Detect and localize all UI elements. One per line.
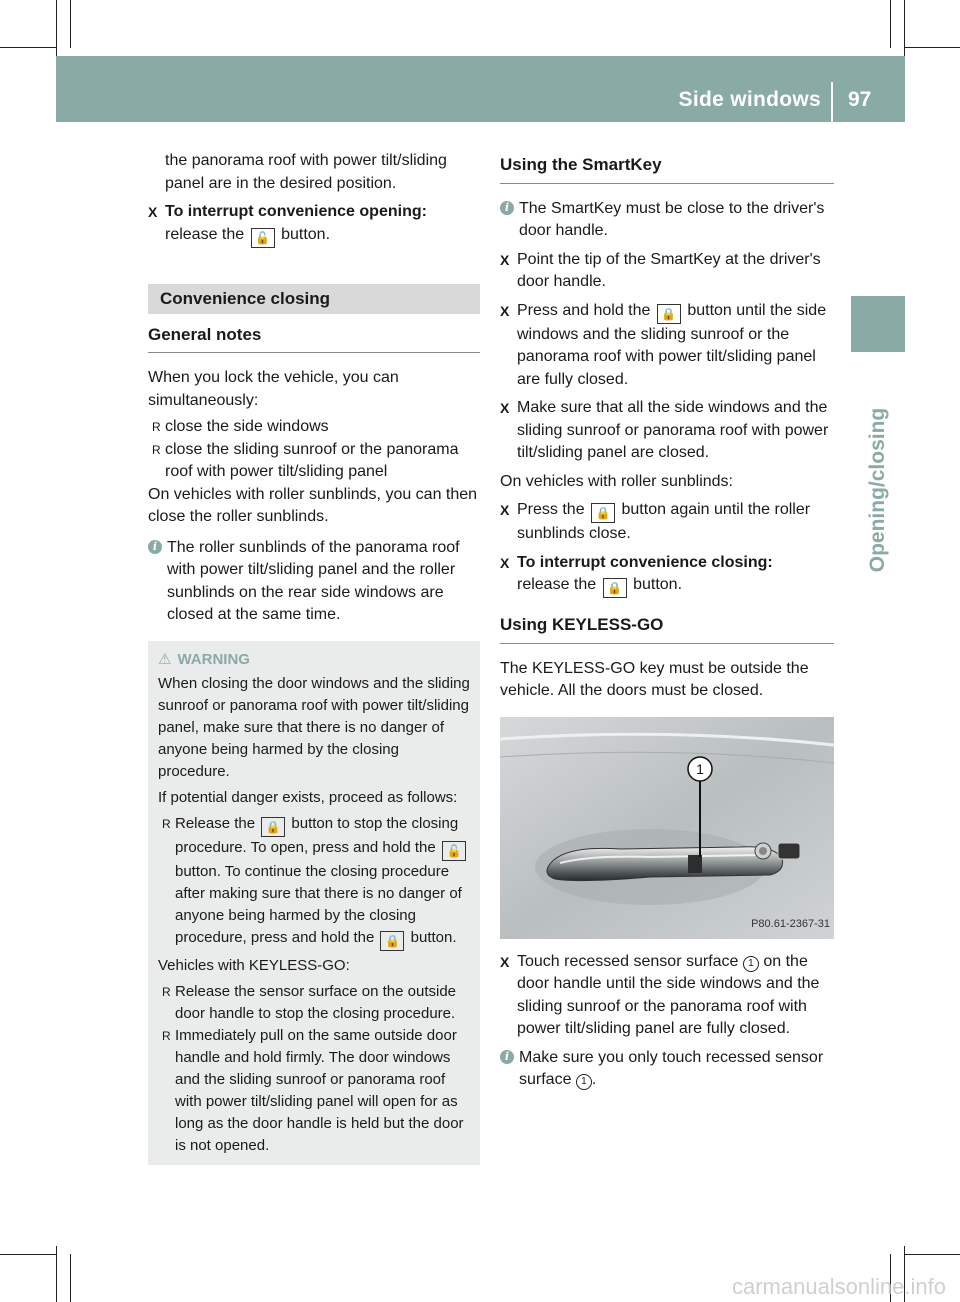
bullet-icon: R bbox=[162, 1028, 171, 1043]
warning-list-item bbox=[158, 1025, 472, 1157]
keyless-intro: The KEYLESS-GO key must be outside the vehicle. All the doors must be closed. bbox=[500, 659, 809, 699]
bullet-icon: R bbox=[152, 442, 161, 457]
section-heading: Convenience closing bbox=[148, 284, 480, 314]
list-item-text: close the side windows bbox=[165, 418, 329, 435]
page-section-title: Side windows bbox=[678, 88, 821, 111]
step-text: button. bbox=[633, 576, 683, 593]
door-handle-illustration bbox=[500, 717, 834, 939]
bullet-icon: R bbox=[152, 420, 161, 434]
subsection-heading: Using the SmartKey bbox=[500, 154, 834, 184]
lock-button-icon: 🔒 bbox=[603, 578, 627, 598]
intro-continuation: the panorama roof with power tilt/sliding panel are in the desired position. bbox=[165, 152, 447, 192]
info-note bbox=[500, 1047, 834, 1092]
step bbox=[500, 249, 834, 294]
step-marker-icon: X bbox=[500, 554, 510, 571]
general-intro: When you lock the vehicle, you can simultaneously: bbox=[148, 369, 399, 409]
warning-box bbox=[148, 641, 480, 1165]
unlock-button-icon: 🔓 bbox=[442, 841, 466, 861]
warning-text: Immediately pull on the same outside door handle and hold firmly. The door windows and the sliding sunroof or panorama roof with power tilt/sliding panel will open for as long as the door handle is held but the door is not opened. bbox=[175, 1026, 464, 1154]
lock-button-icon: 🔒 bbox=[380, 931, 404, 951]
info-text: The SmartKey must be close to the driver's door handle. bbox=[519, 199, 825, 239]
step-text: Press and hold the bbox=[517, 301, 651, 319]
info-text: The roller sunblinds of the panorama roof with power tilt/sliding panel and the roller sunblinds on the rear side windows are closed at the same time. bbox=[167, 538, 460, 623]
step-marker-icon: X bbox=[500, 302, 510, 319]
info-note bbox=[500, 198, 834, 243]
warning-list-item bbox=[158, 813, 472, 951]
crop-mark bbox=[0, 1254, 56, 1255]
lock-button-icon: 🔒 bbox=[591, 503, 615, 523]
step-text: Make sure that all the side windows and the sliding sunroof or panorama roof with power tilt/sliding panel are closed. bbox=[517, 399, 829, 461]
left-column bbox=[148, 150, 480, 1165]
callout-label: 1 bbox=[696, 760, 704, 777]
step bbox=[500, 499, 834, 546]
info-icon: i bbox=[500, 1050, 514, 1064]
step-text: release the bbox=[165, 225, 245, 243]
step-marker-icon: X bbox=[500, 251, 510, 268]
step-text: button. bbox=[281, 225, 331, 243]
warning-text: Vehicles with KEYLESS-GO: bbox=[158, 956, 350, 974]
step-text: Press the bbox=[517, 501, 585, 518]
crop-mark bbox=[905, 47, 960, 48]
list-item bbox=[148, 439, 480, 484]
step-interrupt-opening bbox=[148, 201, 480, 248]
lock-button-icon: 🔒 bbox=[657, 304, 681, 324]
warning-text: Release the sensor surface on the outside door handle to stop the closing procedure. bbox=[175, 982, 457, 1022]
warning-text: button. bbox=[410, 928, 457, 946]
crop-mark bbox=[890, 0, 891, 48]
photo-reference-code: P80.61-2367-31 bbox=[751, 918, 830, 930]
warning-text: When closing the door windows and the sliding sunroof or panorama roof with power tilt/sliding panel, make sure that there is no danger of anyone being harmed by the closing procedure. bbox=[158, 674, 470, 780]
step-interrupt-closing bbox=[500, 552, 834, 599]
header-divider bbox=[831, 82, 833, 122]
chapter-label: Opening/closing bbox=[866, 407, 889, 573]
step-marker-icon: X bbox=[148, 204, 158, 220]
warning-title bbox=[158, 649, 472, 671]
step-text: on the door handle until the side windows and the sliding sunroof or the panorama roof with power tilt/sliding panel are fully closed. bbox=[517, 952, 820, 1037]
step bbox=[500, 951, 834, 1041]
crop-mark bbox=[70, 1254, 71, 1302]
right-column bbox=[500, 150, 834, 1098]
info-text: Make sure you only touch recessed sensor surface bbox=[519, 1048, 824, 1088]
step-marker-icon: X bbox=[500, 400, 510, 416]
crop-mark bbox=[56, 1246, 57, 1302]
step-marker-icon: X bbox=[500, 953, 510, 970]
lock-button-icon: 🔒 bbox=[261, 817, 285, 837]
step-text: Point the tip of the SmartKey at the driver's door handle. bbox=[517, 250, 821, 290]
step-text: button again until the roller sunblinds close. bbox=[517, 501, 811, 542]
warning-list-item bbox=[158, 981, 472, 1025]
watermark: carmanualsonline.info bbox=[731, 1274, 946, 1299]
warning-text: If potential danger exists, proceed as follows: bbox=[158, 788, 458, 806]
warning-text: button. To continue the closing procedure after making sure that there is no danger of anyone being harmed by the closing procedure, press and hold the bbox=[175, 862, 462, 946]
crop-mark bbox=[56, 0, 57, 56]
unlock-button-icon: 🔓 bbox=[251, 228, 275, 248]
rollers-label: On vehicles with roller sunblinds: bbox=[500, 472, 733, 490]
crop-mark bbox=[70, 0, 71, 48]
crop-mark bbox=[0, 47, 56, 48]
warning-text: Release the bbox=[175, 814, 256, 832]
list-item bbox=[148, 416, 480, 439]
step-marker-icon: X bbox=[500, 502, 510, 518]
warning-triangle-icon: ⚠ bbox=[158, 650, 172, 668]
sunblinds-note: On vehicles with roller sunblinds, you can then close the roller sunblinds. bbox=[148, 485, 478, 525]
side-tab bbox=[851, 296, 905, 352]
step-text: Touch recessed sensor surface bbox=[517, 952, 739, 970]
subsection-heading: General notes bbox=[148, 324, 480, 354]
step-text: release the bbox=[517, 576, 597, 593]
subsection-heading: Using KEYLESS-GO bbox=[500, 614, 834, 644]
info-text: . bbox=[591, 1071, 597, 1088]
callout-reference-icon: 1 bbox=[743, 956, 759, 972]
warning-text: button to stop the closing procedure. To open, press and hold the bbox=[175, 814, 459, 856]
warning-title-text: WARNING bbox=[177, 650, 250, 668]
info-icon: i bbox=[500, 201, 514, 215]
page-number: 97 bbox=[848, 88, 872, 111]
list-item-text: close the sliding sunroof or the panorama roof with power tilt/sliding panel bbox=[165, 440, 459, 480]
step-text: button until the side windows and the sliding sunroof or the panorama roof with power tilt/sliding panel are fully closed. bbox=[517, 301, 827, 388]
door-handle-photo bbox=[500, 717, 834, 939]
step bbox=[500, 300, 834, 392]
bullet-icon: R bbox=[162, 984, 171, 999]
crop-mark bbox=[905, 1254, 960, 1255]
step bbox=[500, 397, 834, 465]
step-title: To interrupt convenience closing: bbox=[517, 553, 773, 571]
callout-reference-icon: 1 bbox=[576, 1074, 592, 1090]
step-title: To interrupt convenience opening: bbox=[165, 203, 427, 220]
info-note bbox=[148, 537, 480, 627]
bullet-icon: R bbox=[162, 816, 171, 831]
info-icon: i bbox=[148, 540, 162, 554]
